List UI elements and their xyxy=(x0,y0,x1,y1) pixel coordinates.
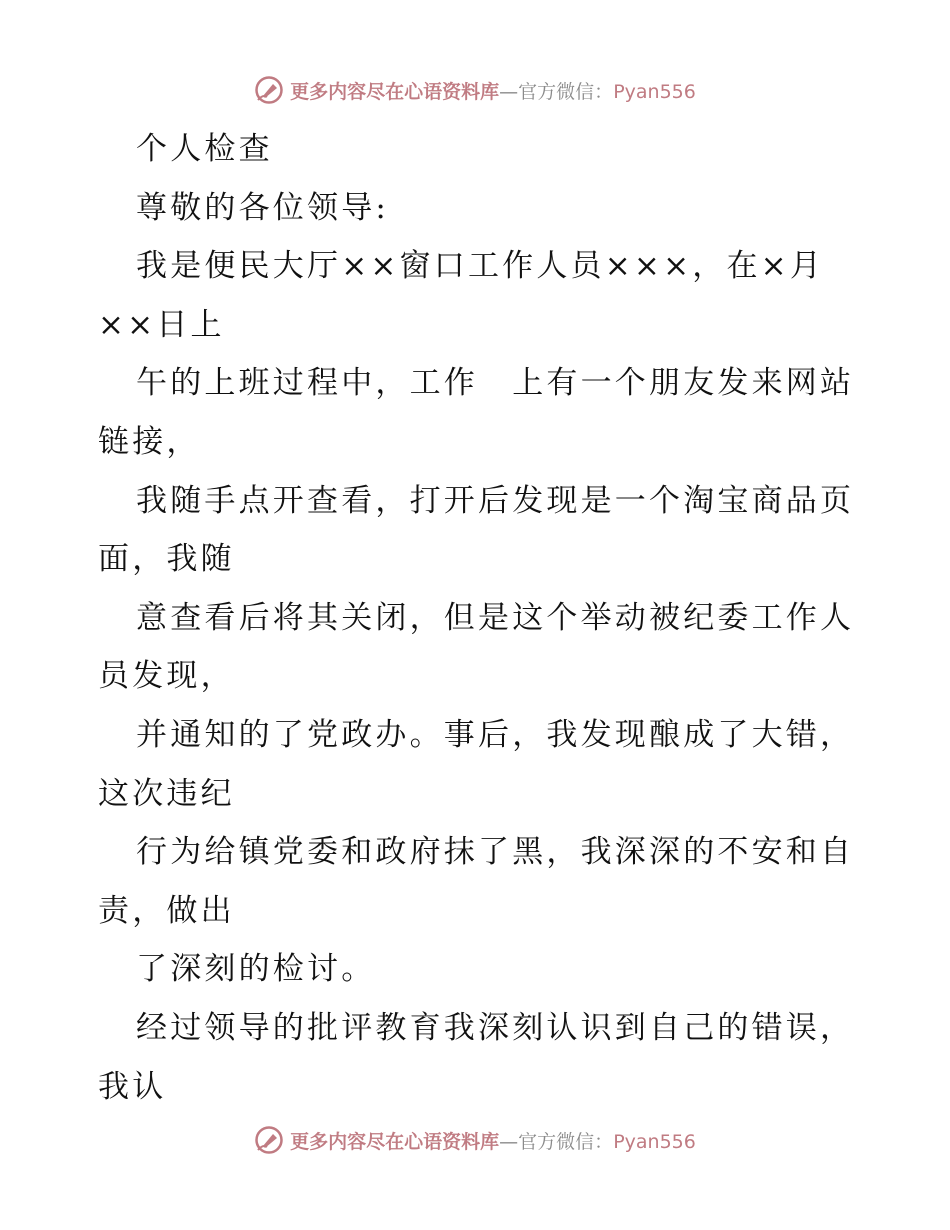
footer-watermark-banner xyxy=(0,1120,950,1160)
watermark-text xyxy=(290,77,696,104)
pen-nib-logo-icon xyxy=(254,1125,284,1155)
text-line: ××日上 xyxy=(98,306,225,343)
text-line: 员发现， xyxy=(98,658,235,695)
text-line: 这次违纪 xyxy=(98,775,235,812)
text-line: 面，我随 xyxy=(98,541,235,578)
text-line: 链接， xyxy=(98,423,201,460)
text-line: 经过领导的批评教育我深刻认识到自己的错误， xyxy=(136,1009,855,1046)
watermark-wechat-id: Pyan556 xyxy=(613,1130,696,1153)
salutation: 尊敬的各位领导: xyxy=(136,189,390,226)
watermark-brand: 更多内容尽在心语资料库 xyxy=(290,1130,500,1153)
text-line: 我认 xyxy=(98,1068,167,1105)
watermark-separator: —官方微信： xyxy=(499,80,614,103)
text-line: 了深刻的检讨。 xyxy=(136,951,376,988)
header-watermark-banner xyxy=(0,70,950,110)
text-line: 午的上班过程中，工作 上有一个朋友发来网站 xyxy=(136,365,855,402)
text-line: 并通知的了党政办。事后，我发现酿成了大错， xyxy=(136,716,855,753)
text-line: 我是便民大厅××窗口工作人员×××，在×月 xyxy=(136,248,825,285)
watermark-text xyxy=(290,1127,696,1154)
text-line: 责，做出 xyxy=(98,892,235,929)
document-body xyxy=(98,120,858,1116)
watermark-wechat-id: Pyan556 xyxy=(613,80,696,103)
pen-nib-logo-icon xyxy=(254,75,284,105)
text-line: 意查看后将其关闭，但是这个举动被纪委工作人 xyxy=(136,599,855,636)
document-title: 个人检查 xyxy=(136,131,273,167)
watermark-brand: 更多内容尽在心语资料库 xyxy=(290,80,500,103)
watermark-separator: —官方微信： xyxy=(499,1130,614,1153)
text-line: 我随手点开查看，打开后发现是一个淘宝商品页 xyxy=(136,482,855,519)
text-line: 行为给镇党委和政府抹了黑，我深深的不安和自 xyxy=(136,834,855,871)
